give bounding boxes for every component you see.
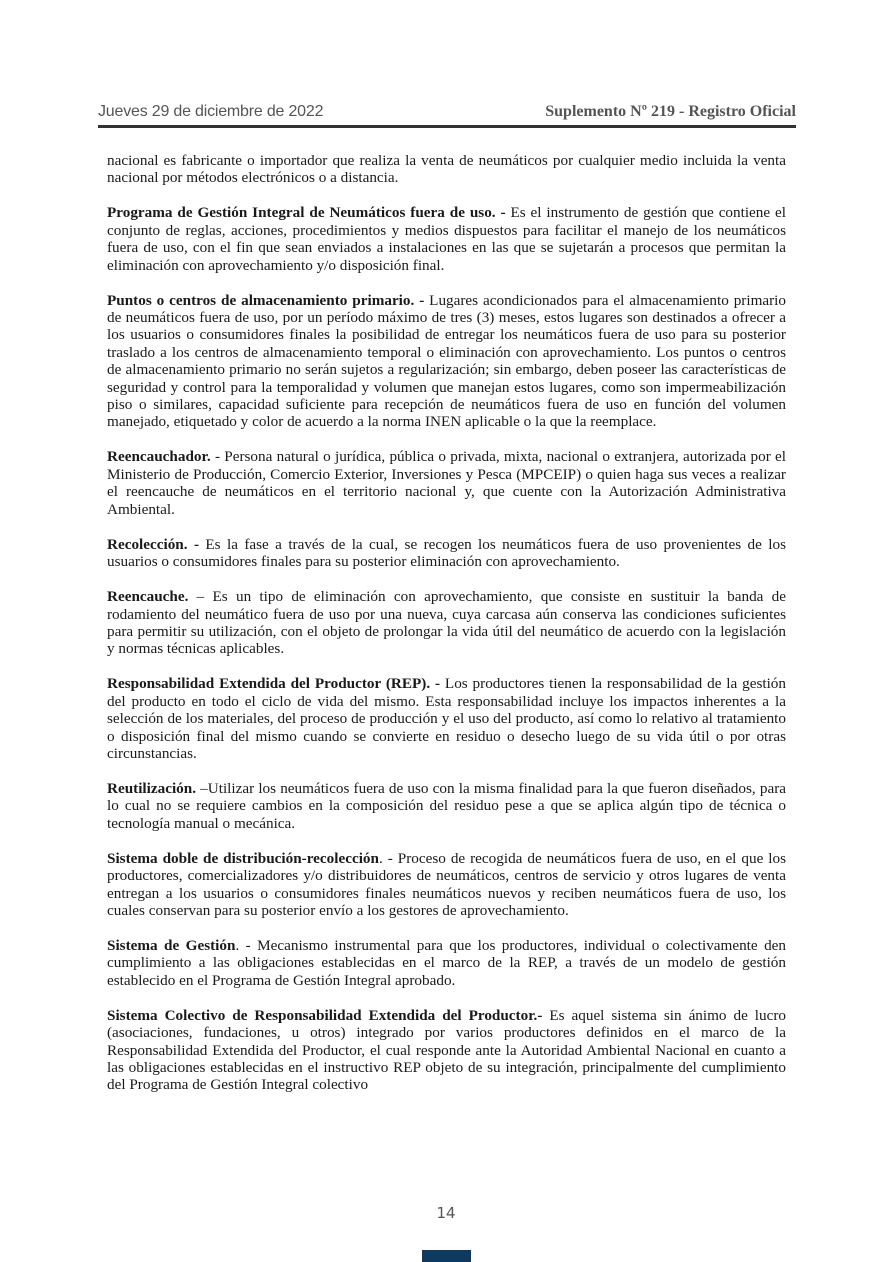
- definition-text: Los productores tienen la responsabilidad de la gestión del producto en todo el ciclo de vida del mismo. Esta responsabilidad incluye los impactos inherentes a la selección de los materiales, del proceso de producción y el uso del producto, así como lo relativo al tratamiento o disposición final del mismo cuando se convierte en residuo o desecho luego de su vida útil o por otras circunstancias.: [107, 675, 786, 762]
- definition-programa-gestion: [107, 204, 786, 274]
- page-number: 14: [436, 1204, 456, 1222]
- definition-text: –Utilizar los neumáticos fuera de uso con la misma finalidad para la que fueron diseñados, para lo cual no se requiere cambios en la composición del residuo pese a que se aplica algún tipo de técnica o tecnología manual o mecánica.: [107, 779, 786, 832]
- definition-text: . - Mecanismo instrumental para que los productores, individual o colectivamente den cumplimiento a las obligaciones establecidas en el marco de la REP, a través de un modelo de gestión establecido en el Programa de Gestión Integral aprobado.: [107, 936, 786, 989]
- page-header: [98, 103, 796, 125]
- definition-term: Reencauchador.: [107, 448, 211, 466]
- definition-reutilizacion: [107, 780, 786, 832]
- definition-recoleccion: [107, 536, 786, 571]
- definition-rep: [107, 675, 786, 762]
- definition-text: Es aquel sistema sin ánimo de lucro (asociaciones, fundaciones, u otros) integrado por varios productores definidos en el marco de la Responsabilidad Extendida del Productor, el cual responde ante la Autoridad Ambiental Nacional en cuanto a las obligaciones establecidas en el instructivo REP objeto de su integración, principalmente del cumplimiento del Programa de Gestión Integral colectivo: [107, 1006, 786, 1094]
- definition-sistema-gestion: [107, 937, 786, 989]
- header-divider: [98, 125, 796, 128]
- definition-term: Sistema Colectivo de Responsabilidad Extendida del Productor.-: [107, 1006, 543, 1024]
- document-body: [107, 152, 786, 1111]
- definition-term: Recolección. -: [107, 535, 199, 553]
- definition-puntos-almacenamiento: [107, 292, 786, 431]
- definition-text: – Es un tipo de eliminación con aprovechamiento, que consiste en sustituir la banda de rodamiento del neumático fuera de uso por una nueva, cuya carcasa aún conserva las condiciones suficientes para permitir su utilización, con el objeto de prolongar la vida útil del neumático de acuerdo con la legislación y normas técnicas aplicables.: [107, 588, 786, 658]
- definition-reencauchador: [107, 448, 786, 518]
- definition-term: Responsabilidad Extendida del Productor (REP). -: [107, 675, 441, 693]
- definition-text: Es la fase a través de la cual, se recogen los neumáticos fuera de uso provenientes de los usuarios o consumidores finales para su posterior eliminación con aprovechamiento.: [107, 535, 786, 571]
- header-date: Jueves 29 de diciembre de 2022: [98, 103, 324, 120]
- definition-term: Reutilización.: [107, 779, 197, 797]
- definition-text: Es el instrumento de gestión que contiene el conjunto de reglas, acciones, procedimientos y medios dispuestos para facilitar el manejo de los neumáticos fuera de uso, con el fin que sean enviados a instalaciones en las que se sujetarán a procesos que permitan la eliminación con aprovechamiento y/o disposición final.: [107, 204, 786, 274]
- definition-text: . - Proceso de recogida de neumáticos fuera de uso, en el que los productores, comercializadores y/o distribuidores de neumáticos, centros de servicio y otros lugares de venta entregan a los usuarios o consumidores finales neumáticos nuevos y reciben neumáticos fuera de uso, los cuales conservan para su posterior envío a los gestores de aprovechamiento.: [107, 849, 786, 919]
- definition-reencauche: [107, 588, 786, 658]
- definition-text: Lugares acondicionados para el almacenamiento primario de neumáticos fuera de uso, por un período máximo de tres (3) meses, estos lugares son destinados a ofrecer a los usuarios o consumidores finales la posibilidad de entregar los neumáticos fuera de uso para su posterior traslado a los centros de almacenamiento temporal o eliminación con aprovechamiento. Los puntos o centros de almacenamiento primario no serán sujetos a regularización; sin embargo, deben poseer las características de seguridad y control para la temporalidad y volumen que manejan estos lugares, como son impermeabilización piso o similares, capacidad suficiente para recepción de neumáticos fuera de uso en función del volumen manejado, etiquetado y color de acuerdo a la norma INEN aplicable o la que la reemplace.: [107, 291, 786, 431]
- definition-sistema-doble: [107, 850, 786, 920]
- definition-text: - Persona natural o jurídica, pública o privada, mixta, nacional o extranjera, autorizada por el Ministerio de Producción, Comercio Exterior, Inversiones y Pesca (MPCEIP) o quien haga sus veces a realizar el reencauche de neumáticos en el territorio nacional y, que cuente con la Autorización Administrativa Ambiental.: [107, 448, 786, 518]
- definition-term: Reencauche.: [107, 588, 189, 606]
- header-publication: Suplemento Nº 219 - Registro Oficial: [545, 103, 796, 120]
- footer-bar: [422, 1250, 471, 1262]
- definition-term: Puntos o centros de almacenamiento primario. -: [107, 291, 425, 309]
- definition-term: Sistema doble de distribución-recolección: [107, 849, 379, 867]
- definition-term: Sistema de Gestión: [107, 936, 236, 954]
- paragraph-continuation: nacional es fabricante o importador que realiza la venta de neumáticos por cualquier medio incluida la venta nacional por métodos electrónicos o a distancia.: [107, 152, 786, 187]
- definition-term: Programa de Gestión Integral de Neumáticos fuera de uso. -: [107, 204, 506, 222]
- definition-sistema-colectivo: [107, 1007, 786, 1094]
